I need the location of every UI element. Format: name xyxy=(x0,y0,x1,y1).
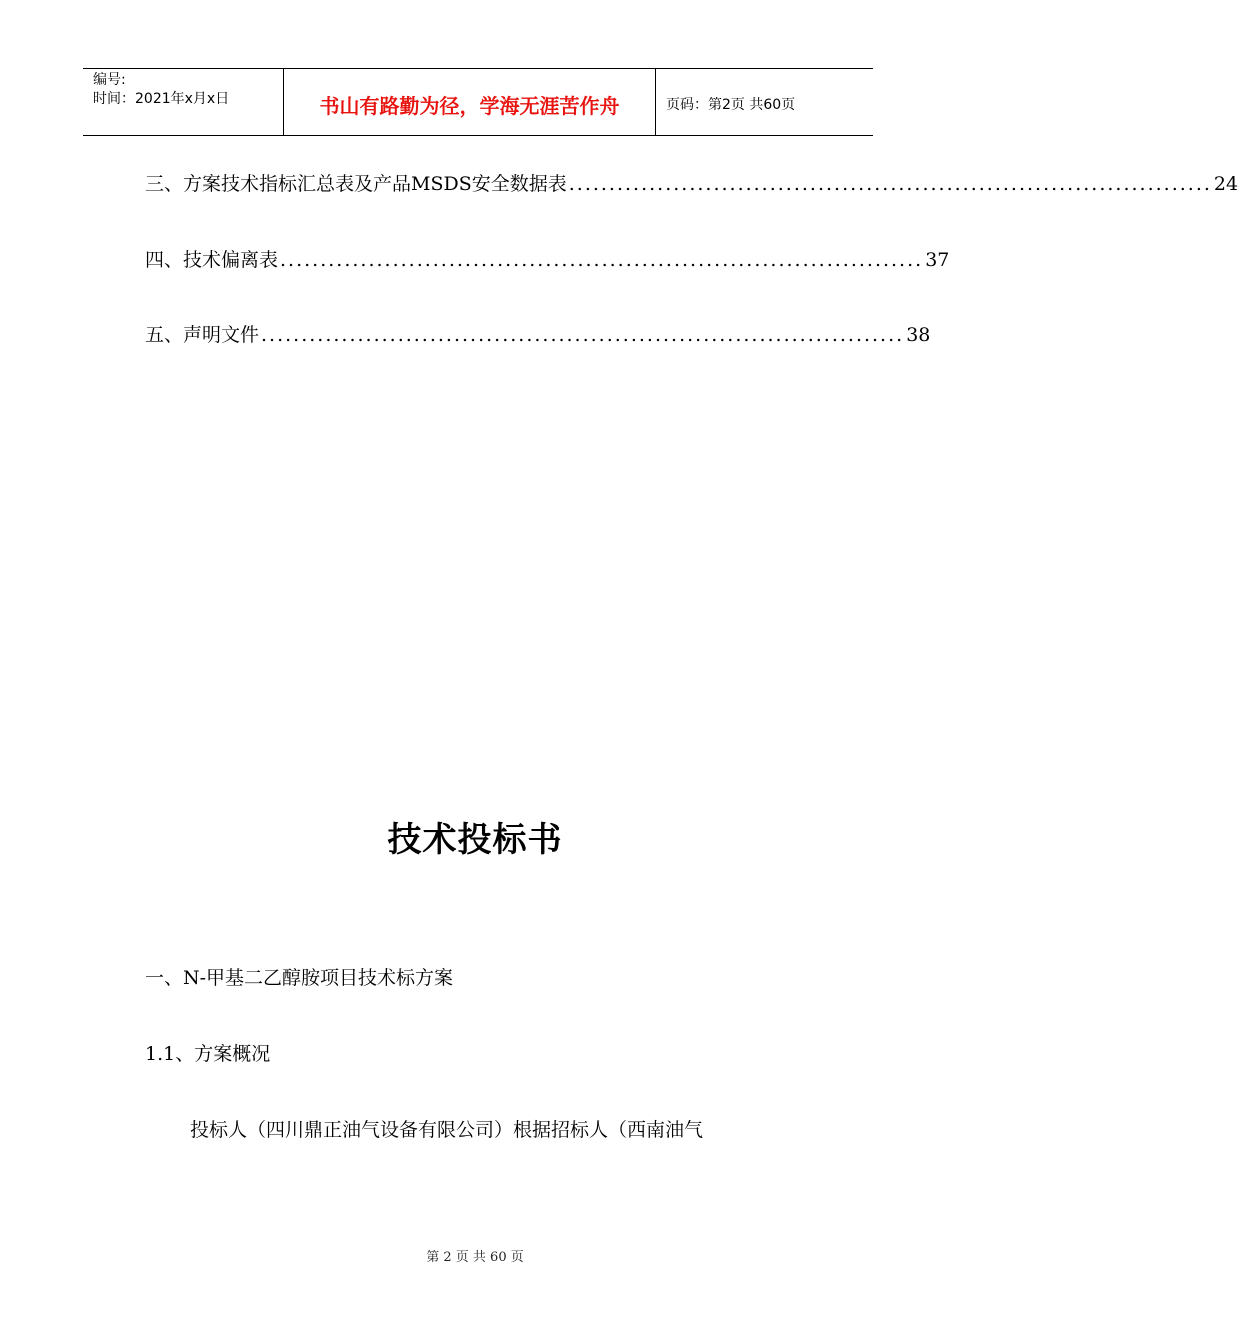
header-meta xyxy=(83,69,284,135)
header-number-label: 编号: xyxy=(93,72,126,88)
toc-entry[interactable] xyxy=(145,246,950,274)
toc-entry-page: 37 xyxy=(925,249,950,271)
header-page-code: 页码：第2页 共60页 xyxy=(666,97,796,113)
toc-leader-dots: ................................................................................ xyxy=(261,324,905,346)
toc-entry-page: 24 xyxy=(1213,173,1238,195)
toc-entry-page: 38 xyxy=(906,324,931,346)
toc-entry-title: 四、技术偏离表 xyxy=(145,249,279,271)
header-time-label: 时间：2021年x月x日 xyxy=(93,91,230,107)
header-motto: 书山有路勤为径，学海无涯苦作舟 xyxy=(284,69,656,135)
toc-leader-dots: ................................................................................ xyxy=(280,249,924,271)
section-heading-1-1: 1.1、方案概况 xyxy=(145,1043,271,1065)
toc-entry[interactable] xyxy=(145,170,1238,198)
page-header xyxy=(83,68,873,136)
page-footer: 第 2 页 共 60 页 xyxy=(426,1250,524,1265)
toc-entry[interactable] xyxy=(145,321,931,349)
toc-leader-dots: ................................................................................ xyxy=(568,173,1212,195)
toc-entry-title: 五、声明文件 xyxy=(145,324,260,346)
body-paragraph: 投标人（四川鼎正油气设备有限公司）根据招标人（西南油气 xyxy=(190,1119,704,1141)
document-title: 技术投标书 xyxy=(387,820,563,860)
toc-entry-title: 三、方案技术指标汇总表及产品MSDS安全数据表 xyxy=(145,173,567,195)
section-heading-1: 一、N-甲基二乙醇胺项目技术标方案 xyxy=(145,967,454,989)
